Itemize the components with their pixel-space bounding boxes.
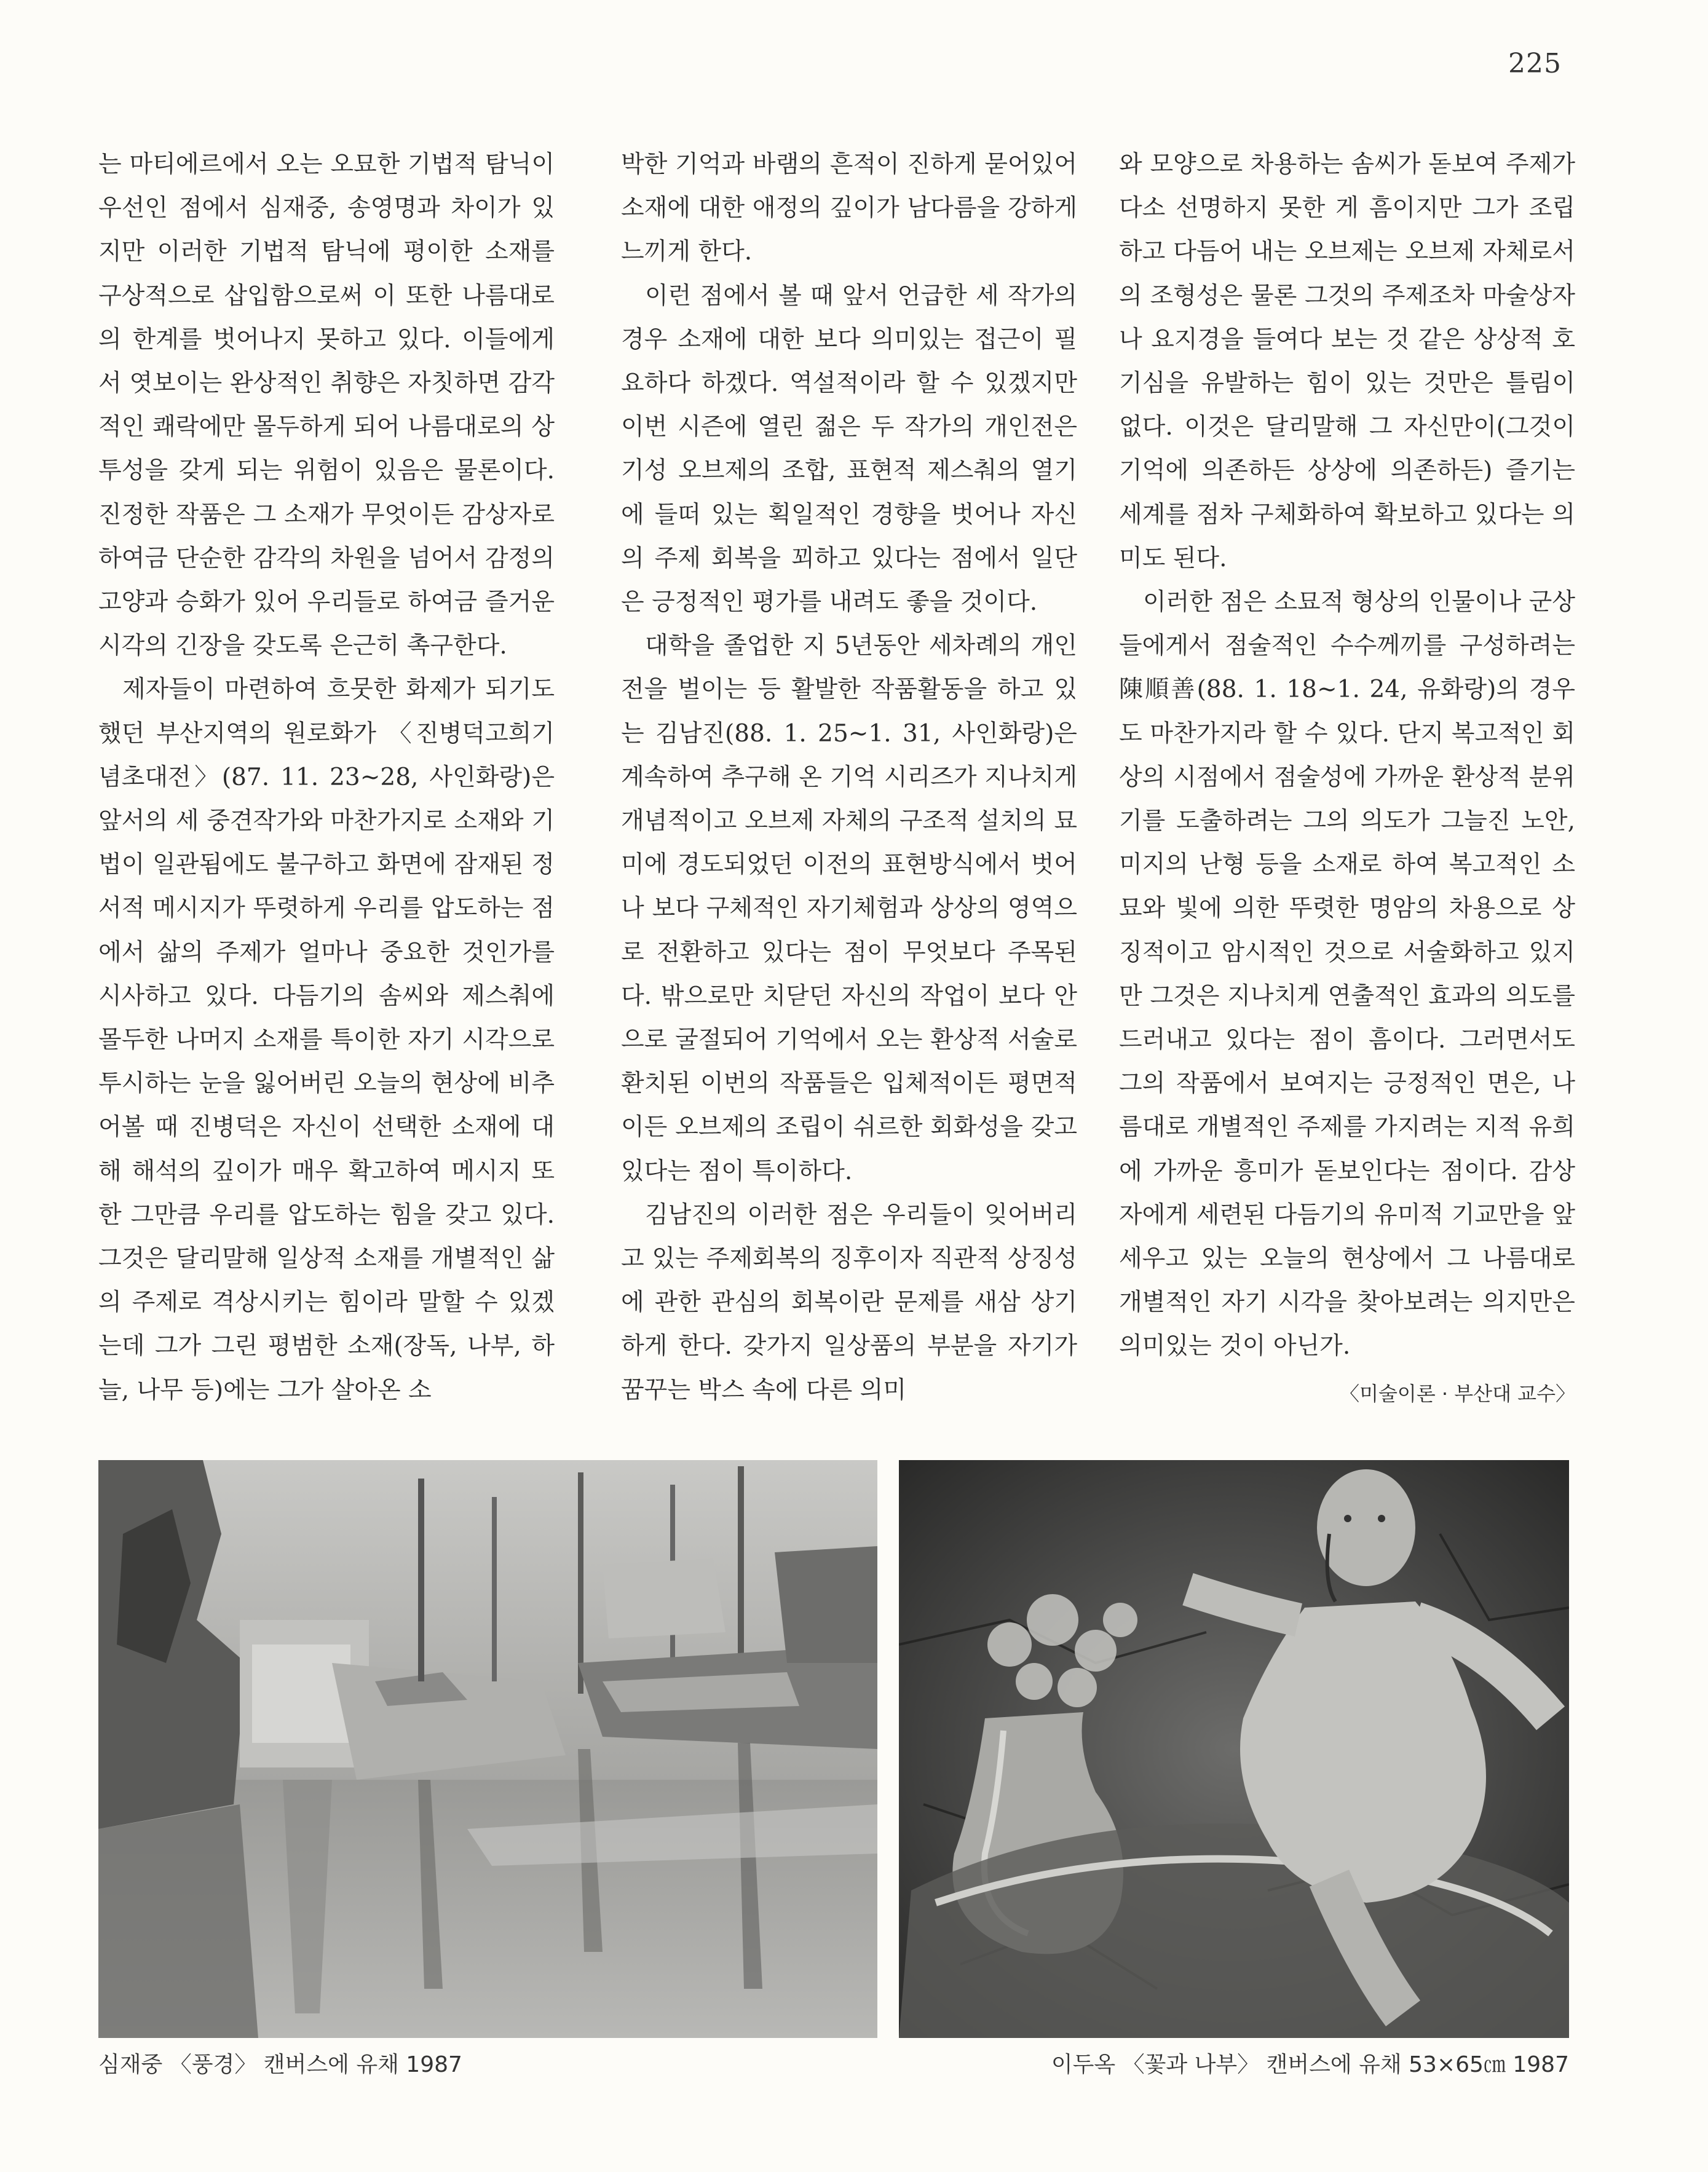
author-credit: 〈미술이론 · 부산대 교수〉: [1340, 1381, 1575, 1405]
paragraph: 이런 점에서 볼 때 앞서 언급한 세 작가의 경우 소재에 대한 보다 의미있는 접근이 필요하다 하겠다. 역설적이라 할 수 있겠지만 이번 시즌에 열린 젊은 두 작가의 개인전은 기성 오브제의 조합, 표현적 제스춰의 열기에 들떠 있는 획일적인 경향을 벗어나 자신의 주제 회복을 꾀하고 있다는 점에서 일단은 긍정적인 평가를 내려도 좋을 것이다.: [621, 282, 1077, 617]
paragraph: 박한 기억과 바램의 흔적이 진하게 묻어있어 소재에 대한 애정의 깊이가 남다름을 강하게 느끼게 한다.: [621, 151, 1077, 266]
painting-landscape: [98, 1460, 877, 2038]
paragraph: 대학을 졸업한 지 5년동안 세차례의 개인전을 벌이는 등 활발한 작품활동을 하고 있는 김남진(88. 1. 25~1. 31, 사인화랑)은 계속하여 추구해 온 기억 시리즈가 지나치게 개념적이고 오브제 자체의 구조적 설치의 묘미에 경도되었던 이전의 표현방식에서 벗어나 보다 구체적인 자기체험과 상상의 영역으로 전환하고 있다는 점이 무엇보다 주목된다. 밖으로만 치닫던 자신의 작업이 보다 안으로 굴절되어 기억에서 오는 환상적 서술로 환치된 이번의 작품들은 입체적이든 평면적이든 오브제의 조립이 쉬르한 회화성을 갖고 있다는 점이 특이하다.: [621, 632, 1077, 1185]
figure-caption-1: 심재중 〈풍경〉 캔버스에 유채 1987: [98, 2052, 462, 2077]
article-column-1: [98, 143, 555, 1412]
figure-caption-2: 이두옥 〈꽃과 나부〉 캔버스에 유채 53×65㎝ 1987: [1051, 2052, 1569, 2077]
article-column-2: [621, 143, 1077, 1412]
painting-flowers-and-nude: [899, 1460, 1569, 2038]
paragraph: 김남진의 이러한 점은 우리들이 잊어버리고 있는 주제회복의 징후이자 직관적 상징성에 관한 관심의 회복이란 문제를 새삼 상기하게 한다. 갖가지 일상품의 부분을 자기가 꿈꾸는 박스 속에 다른 의미: [621, 1201, 1077, 1404]
page-number: 225: [1508, 48, 1562, 79]
paragraph: 와 모양으로 차용하는 솜씨가 돋보여 주제가 다소 선명하지 못한 게 흠이지만 그가 조립하고 다듬어 내는 오브제는 오브제 자체로서의 조형성은 물론 그것의 주제조차 마술상자나 요지경을 들여다 보는 것 같은 상상적 호기심을 유발하는 힘이 있는 것만은 틀림이 없다. 이것은 달리말해 그 자신만이(그것이 기억에 의존하든 상상에 의존하든) 즐기는 세계를 점차 구체화하여 확보하고 있다는 의미도 된다.: [1119, 151, 1575, 572]
article-column-3: [1119, 143, 1575, 1416]
harbor-painting-image: [98, 1460, 877, 2038]
paragraph: 제자들이 마련하여 흐뭇한 화제가 되기도 했던 부산지역의 원로화가 〈진병덕고희기념초대전〉(87. 11. 23~28, 사인화랑)은 앞서의 세 중견작가와 마찬가지로 소재와 기법이 일관됨에도 불구하고 화면에 잠재된 정서적 메시지가 뚜렷하게 우리를 압도하는 점에서 삶의 주제가 얼마나 중요한 것인가를 시사하고 있다. 다듬기의 솜씨와 제스춰에 몰두한 나머지 소재를 특이한 자기 시각으로 투시하는 눈을 잃어버린 오늘의 현상에 비추어볼 때 진병덕은 자신이 선택한 소재에 대해 해석의 깊이가 매우 확고하여 메시지 또한 그만큼 우리를 압도하는 힘을 갖고 있다. 그것은 달리말해 일상적 소재를 개별적인 삶의 주제로 격상시키는 힘이라 말할 수 있겠는데 그가 그린 평범한 소재(장독, 나부, 하늘, 나무 등)에는 그가 살아온 소: [98, 676, 555, 1404]
nude-painting-image: [899, 1460, 1569, 2038]
paragraph: 이러한 점은 소묘적 형상의 인물이나 군상들에게서 점술적인 수수께끼를 구성하려는 陳順善(88. 1. 18~1. 24, 유화랑)의 경우도 마찬가지라 할 수 있다. 단지 복고적인 회상의 시점에서 점술성에 가까운 환상적 분위기를 도출하려는 그의 의도가 그늘진 노안, 미지의 난형 등을 소재로 하여 복고적인 소묘와 빛에 의한 뚜렷한 명암의 차용으로 상징적이고 암시적인 것으로 서술화하고 있지만 그것은 지나치게 연출적인 효과의 의도를 드러내고 있다는 점이 흠이다. 그러면서도 그의 작품에서 보여지는 긍정적인 면은, 나름대로 개별적인 주제를 가지려는 지적 유희에 가까운 흥미가 돋보인다는 점이다. 감상자에게 세련된 다듬기의 유미적 기교만을 앞세우고 있는 오늘의 현상에서 그 나름대로 개별적인 자기 시각을 찾아보려는 의지만은 의미있는 것이 아닌가.: [1119, 588, 1575, 1360]
paragraph: 는 마티에르에서 오는 오묘한 기법적 탐닉이 우선인 점에서 심재중, 송영명과 차이가 있지만 이러한 기법적 탐닉에 평이한 소재를 구상적으로 삽입함으로써 이 또한 나름대로의 한계를 벗어나지 못하고 있다. 이들에게서 엿보이는 완상적인 취향은 자칫하면 감각적인 쾌락에만 몰두하게 되어 나름대로의 상투성을 갖게 되는 위험이 있음은 물론이다. 진정한 작품은 그 소재가 무엇이든 감상자로 하여금 단순한 감각의 차원을 넘어서 감정의 고양과 승화가 있어 우리들로 하여금 즐거운 시각의 긴장을 갖도록 은근히 촉구한다.: [98, 151, 555, 660]
